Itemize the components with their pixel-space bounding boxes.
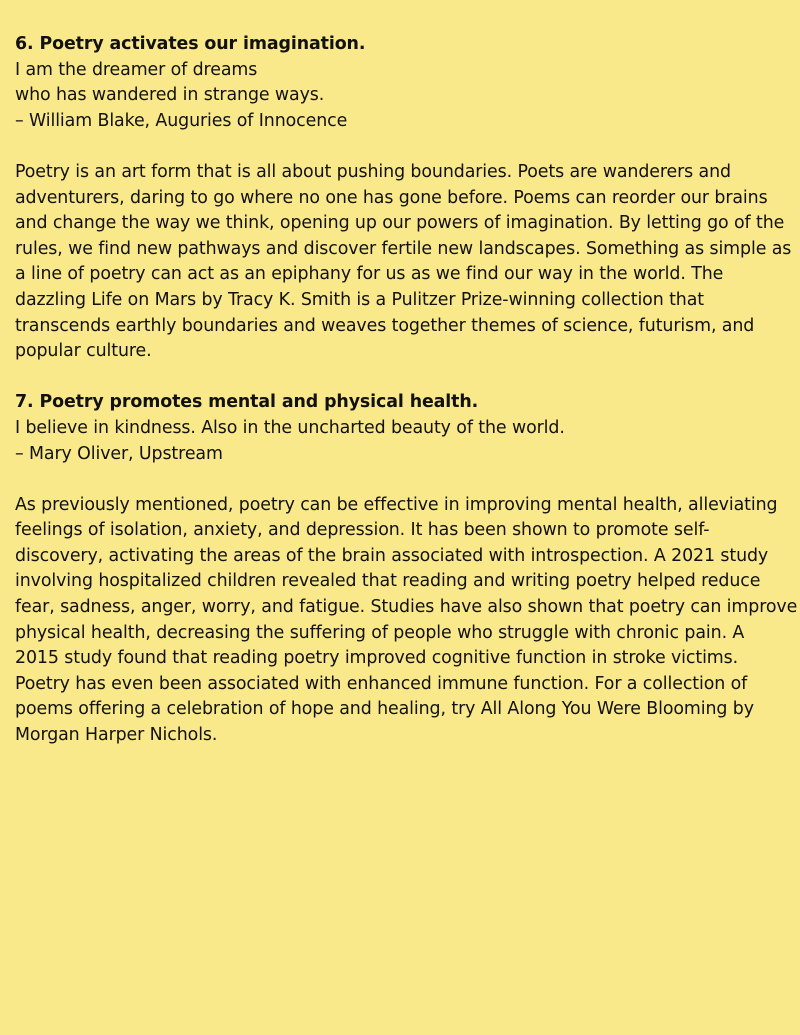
paragraph-gap bbox=[15, 467, 798, 493]
paragraph-line: As previously mentioned, poetry can be effective in improving mental health, alleviating bbox=[15, 494, 778, 515]
section-7 bbox=[15, 390, 798, 748]
paragraph-line: Poetry has even been associated with enhanced immune function. For a collection of bbox=[15, 673, 748, 694]
body-paragraph bbox=[15, 493, 798, 749]
epigraph-quote bbox=[15, 416, 798, 467]
quote-attribution: – Mary Oliver, Upstream bbox=[15, 443, 223, 464]
paragraph-line: and change the way we think, opening up our powers of imagination. By letting go of the bbox=[15, 213, 785, 234]
quote-attribution: – William Blake, Auguries of Innocence bbox=[15, 110, 348, 131]
paragraph-line: 2015 study found that reading poetry improved cognitive function in stroke victims. bbox=[15, 648, 739, 669]
paragraph-line: transcends earthly boundaries and weaves together themes of science, futurism, and bbox=[15, 315, 755, 336]
paragraph-line: popular culture. bbox=[15, 341, 152, 362]
section-heading: 6. Poetry activates our imagination. bbox=[15, 34, 366, 54]
paragraph-line: Poetry is an art form that is all about pushing boundaries. Poets are wanderers and bbox=[15, 161, 731, 182]
paragraph-line: rules, we find new pathways and discover fertile new landscapes. Something as simple as bbox=[15, 238, 792, 259]
paragraph-gap bbox=[15, 134, 798, 160]
paragraph-line: discovery, activating the areas of the brain associated with introspection. A 2021 study bbox=[15, 545, 769, 566]
epigraph-quote bbox=[15, 58, 798, 135]
paragraph-line: dazzling Life on Mars by Tracy K. Smith is a Pulitzer Prize-winning collection that bbox=[15, 289, 704, 310]
paragraph-line: fear, sadness, anger, worry, and fatigue. Studies have also shown that poetry can improve bbox=[15, 597, 798, 618]
paragraph-line: poems offering a celebration of hope and healing, try All Along You Were Blooming by bbox=[15, 699, 754, 720]
quote-line: I believe in kindness. Also in the uncharted beauty of the world. bbox=[15, 417, 565, 438]
paragraph-line: adventurers, daring to go where no one has gone before. Poems can reorder our brains bbox=[15, 187, 768, 208]
section-gap bbox=[15, 365, 798, 391]
quote-line: I am the dreamer of dreams bbox=[15, 59, 258, 80]
section-6 bbox=[15, 32, 798, 365]
paragraph-line: Morgan Harper Nichols. bbox=[15, 725, 218, 746]
body-paragraph bbox=[15, 160, 798, 365]
quote-line: who has wandered in strange ways. bbox=[15, 85, 325, 106]
paragraph-line: feelings of isolation, anxiety, and depression. It has been shown to promote self- bbox=[15, 520, 710, 541]
paragraph-line: involving hospitalized children revealed that reading and writing poetry helped reduce bbox=[15, 571, 761, 592]
paragraph-line: physical health, decreasing the suffering of people who struggle with chronic pain. A bbox=[15, 622, 745, 643]
paragraph-line: a line of poetry can act as an epiphany for us as we find our way in the world. The bbox=[15, 264, 724, 285]
section-heading: 7. Poetry promotes mental and physical health. bbox=[15, 392, 479, 413]
